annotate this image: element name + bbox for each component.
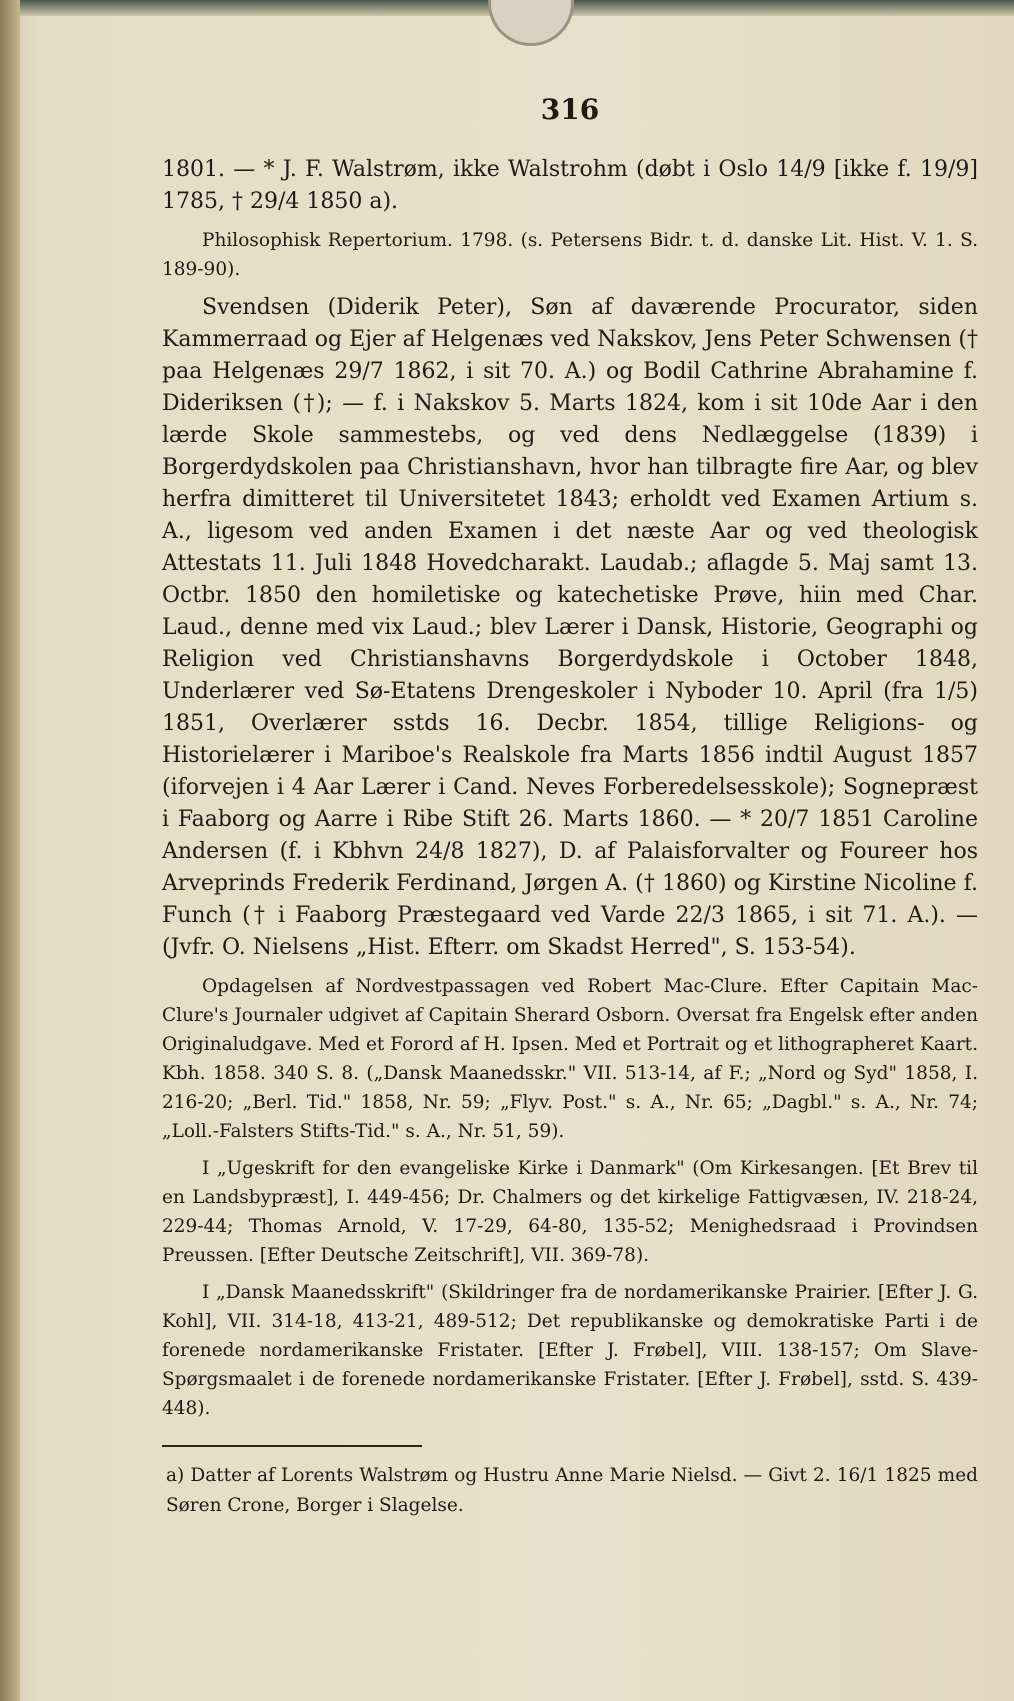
entry-walstrom: 1801. — * J. F. Walstrøm, ikke Walstrohm (døbt i Oslo 14/9 [ikke f. 19/9] 1785, † 29/4 1850 a). [162, 157, 978, 214]
page-content [162, 90, 978, 1521]
work-nordvestpassagen: Opdagelsen af Nordvestpassagen ved Robert Mac-Clure. Efter Capitain Mac-Clure's Journaler udgivet af Capitain Sherard Osborn. Oversat fra Engelsk efter anden Originaludgave. Med et Forord af H. Ipsen. Med et Portrait og et lithographeret Kaart. Kbh. 1858. 340 S. 8. („Dansk Maanedsskr." VII. 513-14, af F.; „Nord og Syd" 1858, I. 216-20; „Berl. Tid." 1858, Nr. 59; „Flyv. Post." s. A., Nr. 65; „Dagbl." s. A., Nr. 74; „Loll.-Falsters Stifts-Tid." s. A., Nr. 51, 59). [162, 976, 978, 1142]
work-ugeskrift: I „Ugeskrift for den evangeliske Kirke i Danmark" (Om Kirkesangen. [Et Brev til en Landsbypræst], I. 449-456; Dr. Chalmers og det kirkelige Fattigvæsen, IV. 218-24, 229-44; Thomas Arnold, V. 17-29, 64-80, 135-52; Menighedsraad i Provindsen Preussen. [Efter Deutsche Zeitschrift], VII. 369-78). [162, 1158, 978, 1266]
work-maanedsskrift: I „Dansk Maanedsskrift" (Skildringer fra de nordamerikanske Prairier. [Efter J. G. Kohl], VII. 314-18, 413-21, 489-512; Det republikanske og demokratiske Parti i de forenede nordamerikanske Fristater. [Efter J. Frøbel], VIII. 138-157; Om Slave-Spørgsmaalet i de forenede nordamerikanske Fristater. [Efter J. Frøbel], sstd. S. 439-448). [162, 1282, 978, 1419]
footnote-rule [162, 1445, 422, 1447]
footnote: a) Datter af Lorents Walstrøm og Hustru Anne Marie Nielsd. — Givt 2. 16/1 1825 med Søren Crone, Borger i Slagelse. [166, 1465, 978, 1516]
page-gutter [0, 0, 20, 1701]
work-repertorium: Philosophisk Repertorium. 1798. (s. Petersens Bidr. t. d. danske Lit. Hist. V. 1. S. 189-90). [162, 230, 978, 280]
entry-svendsen: Svendsen (Diderik Peter), Søn af daværende Procurator, siden Kammerraad og Ejer af Helgenæs ved Nakskov, Jens Peter Schwensen († paa Helgenæs 29/7 1862, i sit 70. A.) og Bodil Cathrine Abrahamine f. Dideriksen (†); — f. i Nakskov 5. Marts 1824, kom i sit 10de Aar i den lærde Skole sammestebs, og ved dens Nedlæggelse (1839) i Borgerdydskolen paa Christianshavn, hvor han tilbragte fire Aar, og blev herfra dimitteret til Universitetet 1843; erholdt ved Examen Artium s. A., ligesom ved anden Examen i det næste Aar og ved theologisk Attestats 11. Juli 1848 Hovedcharakt. Laudab.; aflagde 5. Maj samt 13. Octbr. 1850 den homiletiske og katechetiske Prøve, hiin med Char. Laud., denne med vix Laud.; blev Lærer i Dansk, Historie, Geographi og Religion ved Christianshavns Borgerdydskole i October 1848, Underlærer ved Sø-Etatens Drengeskoler i Nyboder 10. April (fra 1/5) 1851, Overlærer sstds 16. Decbr. 1854, tillige Religions- og Historielærer i Mariboe's Realskole fra Marts 1856 indtil August 1857 (iforvejen i 4 Aar Lærer i Cand. Neves Forberedelsesskole); Sognepræst i Faaborg og Aarre i Ribe Stift 26. Marts 1860. — * 20/7 1851 Caroline Andersen (f. i Kbhvn 24/8 1827), D. af Palaisforvalter og Foureer hos Arveprinds Frederik Ferdinand, Jørgen A. († 1860) og Kirstine Nicoline f. Funch († i Faaborg Præstegaard ved Varde 22/3 1865, i sit 71. A.). — (Jvfr. O. Nielsens „Hist. Efterr. om Skadst Herred", S. 153-54). [162, 295, 978, 960]
binder-clip [488, 0, 574, 46]
page-number: 316 [540, 93, 600, 126]
